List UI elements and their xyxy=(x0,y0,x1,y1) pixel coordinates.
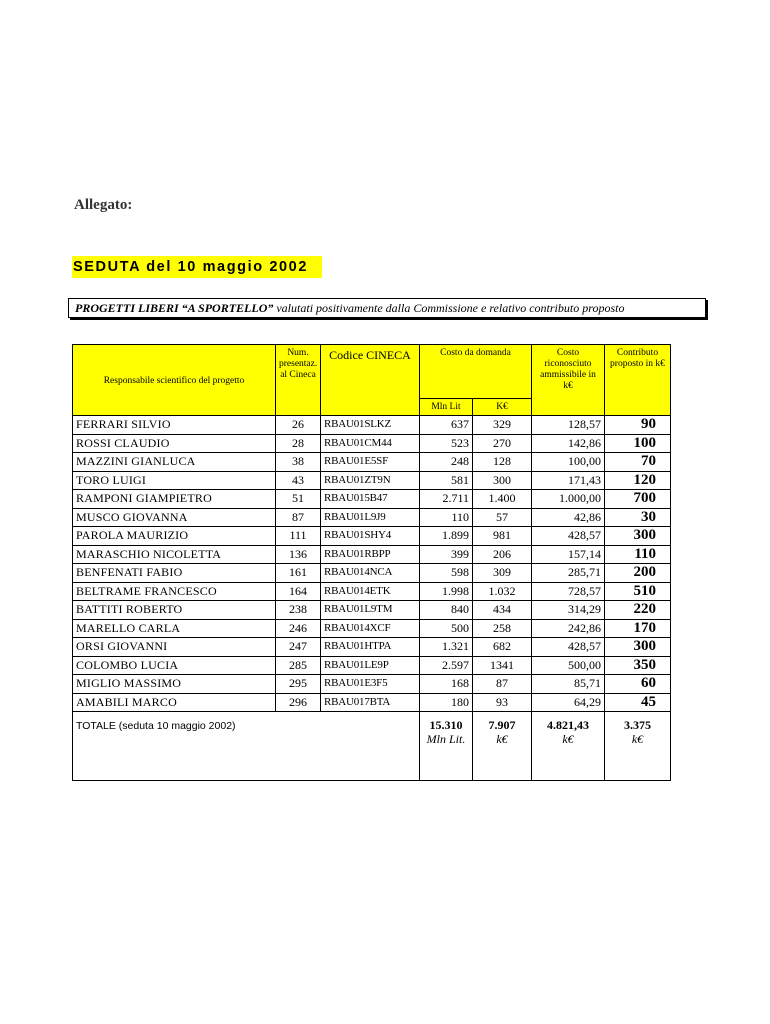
cell-contributo: 170 xyxy=(605,619,671,638)
cell-contributo: 350 xyxy=(605,656,671,675)
cell-code: RBAU01RBPP xyxy=(321,545,420,564)
total-mln-value: 15.310 xyxy=(429,718,463,732)
cell-num: 26 xyxy=(276,416,321,435)
cell-code: RBAU01E5SF xyxy=(321,453,420,472)
total-keuro-value: 7.907 xyxy=(488,718,516,732)
cell-name: BENFENATI FABIO xyxy=(73,564,276,583)
total-contributo xyxy=(605,712,671,781)
table-row xyxy=(73,675,671,694)
total-mln xyxy=(420,712,473,781)
cell-name: BELTRAME FRANCESCO xyxy=(73,582,276,601)
cell-keuro: 682 xyxy=(473,638,532,657)
cell-contributo: 110 xyxy=(605,545,671,564)
cell-name: MARELLO CARLA xyxy=(73,619,276,638)
cell-code: RBAU01HTPA xyxy=(321,638,420,657)
cell-name: ORSI GIOVANNI xyxy=(73,638,276,657)
cell-name: BATTITI ROBERTO xyxy=(73,601,276,620)
table-row xyxy=(73,656,671,675)
cell-name: ROSSI CLAUDIO xyxy=(73,434,276,453)
cell-contributo: 90 xyxy=(605,416,671,435)
total-mln-unit: Mln Lit. xyxy=(426,732,466,746)
cell-keuro: 434 xyxy=(473,601,532,620)
projects-banner xyxy=(68,298,706,318)
cell-riconosciuto: 428,57 xyxy=(532,527,605,546)
cell-num: 136 xyxy=(276,545,321,564)
table-row xyxy=(73,564,671,583)
cell-keuro: 329 xyxy=(473,416,532,435)
cell-num: 164 xyxy=(276,582,321,601)
cell-keuro: 300 xyxy=(473,471,532,490)
total-riconosciuto-unit: k€ xyxy=(562,732,574,746)
cell-mln-lit: 1.998 xyxy=(420,582,473,601)
cell-code: RBAU014XCF xyxy=(321,619,420,638)
cell-num: 296 xyxy=(276,693,321,712)
cell-mln-lit: 523 xyxy=(420,434,473,453)
cell-riconosciuto: 142,86 xyxy=(532,434,605,453)
cell-code: RBAU01L9J9 xyxy=(321,508,420,527)
cell-code: RBAU015B47 xyxy=(321,490,420,509)
cell-name: MIGLIO MASSIMO xyxy=(73,675,276,694)
cell-num: 87 xyxy=(276,508,321,527)
cell-contributo: 120 xyxy=(605,471,671,490)
cell-keuro: 1341 xyxy=(473,656,532,675)
cell-mln-lit: 840 xyxy=(420,601,473,620)
cell-code: RBAU01E3F5 xyxy=(321,675,420,694)
table-row xyxy=(73,693,671,712)
cell-keuro: 309 xyxy=(473,564,532,583)
cell-riconosciuto: 728,57 xyxy=(532,582,605,601)
cell-name: FERRARI SILVIO xyxy=(73,416,276,435)
table-row xyxy=(73,601,671,620)
cell-num: 161 xyxy=(276,564,321,583)
cell-name: RAMPONI GIAMPIETRO xyxy=(73,490,276,509)
banner-text: valutati positivamente dalla Commissione e relativo contributo proposto xyxy=(273,301,625,315)
cell-riconosciuto: 157,14 xyxy=(532,545,605,564)
cell-num: 285 xyxy=(276,656,321,675)
total-riconosciuto xyxy=(532,712,605,781)
cell-code: RBAU01CM44 xyxy=(321,434,420,453)
cell-keuro: 93 xyxy=(473,693,532,712)
cell-num: 295 xyxy=(276,675,321,694)
cell-riconosciuto: 171,43 xyxy=(532,471,605,490)
cell-contributo: 300 xyxy=(605,638,671,657)
cell-code: RBAU017BTA xyxy=(321,693,420,712)
totals-label: TOTALE (seduta 10 maggio 2002) xyxy=(73,712,420,781)
header-responsabile: Responsabile scientifico del progetto xyxy=(73,345,276,416)
header-costo-riconosciuto: Costo riconosciuto ammissibile in k€ xyxy=(532,345,605,416)
total-keuro-unit: k€ xyxy=(496,732,508,746)
header-num: Num. presentaz. al Cineca xyxy=(276,345,321,416)
allegato-label: Allegato: xyxy=(74,197,133,213)
cell-keuro: 57 xyxy=(473,508,532,527)
header-row xyxy=(73,345,671,399)
cell-keuro: 1.032 xyxy=(473,582,532,601)
cell-num: 111 xyxy=(276,527,321,546)
cell-riconosciuto: 314,29 xyxy=(532,601,605,620)
cell-riconosciuto: 128,57 xyxy=(532,416,605,435)
projects-table xyxy=(72,344,671,781)
header-contributo: Contributo proposto in k€ xyxy=(605,345,671,416)
header-costo: Costo da domanda xyxy=(420,345,532,399)
cell-contributo: 70 xyxy=(605,453,671,472)
table-row xyxy=(73,638,671,657)
table-row xyxy=(73,508,671,527)
seduta-title: SEDUTA del 10 maggio 2002 xyxy=(72,256,322,278)
totals-row xyxy=(73,712,671,781)
cell-num: 38 xyxy=(276,453,321,472)
cell-mln-lit: 2.711 xyxy=(420,490,473,509)
cell-contributo: 300 xyxy=(605,527,671,546)
cell-keuro: 981 xyxy=(473,527,532,546)
cell-riconosciuto: 285,71 xyxy=(532,564,605,583)
cell-riconosciuto: 500,00 xyxy=(532,656,605,675)
cell-num: 28 xyxy=(276,434,321,453)
cell-mln-lit: 637 xyxy=(420,416,473,435)
cell-code: RBAU01LE9P xyxy=(321,656,420,675)
cell-mln-lit: 500 xyxy=(420,619,473,638)
banner-bold-text: PROGETTI LIBERI “A SPORTELLO” xyxy=(75,301,274,315)
cell-code: RBAU01L9TM xyxy=(321,601,420,620)
cell-keuro: 1.400 xyxy=(473,490,532,509)
total-keuro xyxy=(473,712,532,781)
table-row xyxy=(73,453,671,472)
cell-contributo: 510 xyxy=(605,582,671,601)
cell-riconosciuto: 1.000,00 xyxy=(532,490,605,509)
cell-code: RBAU01SHY4 xyxy=(321,527,420,546)
cell-riconosciuto: 100,00 xyxy=(532,453,605,472)
cell-name: AMABILI MARCO xyxy=(73,693,276,712)
cell-mln-lit: 180 xyxy=(420,693,473,712)
cell-num: 43 xyxy=(276,471,321,490)
table-row xyxy=(73,582,671,601)
cell-keuro: 206 xyxy=(473,545,532,564)
cell-name: MAZZINI GIANLUCA xyxy=(73,453,276,472)
table-row xyxy=(73,527,671,546)
table-row xyxy=(73,471,671,490)
cell-code: RBAU014ETK xyxy=(321,582,420,601)
cell-name: MUSCO GIOVANNA xyxy=(73,508,276,527)
cell-mln-lit: 2.597 xyxy=(420,656,473,675)
cell-mln-lit: 399 xyxy=(420,545,473,564)
cell-num: 246 xyxy=(276,619,321,638)
table-row xyxy=(73,490,671,509)
cell-mln-lit: 1.899 xyxy=(420,527,473,546)
cell-contributo: 220 xyxy=(605,601,671,620)
cell-mln-lit: 1.321 xyxy=(420,638,473,657)
cell-contributo: 100 xyxy=(605,434,671,453)
table-row xyxy=(73,416,671,435)
cell-code: RBAU01ZT9N xyxy=(321,471,420,490)
cell-riconosciuto: 428,57 xyxy=(532,638,605,657)
cell-keuro: 87 xyxy=(473,675,532,694)
cell-name: MARASCHIO NICOLETTA xyxy=(73,545,276,564)
cell-contributo: 45 xyxy=(605,693,671,712)
cell-num: 238 xyxy=(276,601,321,620)
table-row xyxy=(73,619,671,638)
cell-name: PAROLA MAURIZIO xyxy=(73,527,276,546)
header-codice: Codice CINECA xyxy=(321,345,420,416)
header-mln-lit: Mln Lit xyxy=(420,399,473,416)
cell-mln-lit: 581 xyxy=(420,471,473,490)
cell-mln-lit: 110 xyxy=(420,508,473,527)
cell-mln-lit: 248 xyxy=(420,453,473,472)
cell-riconosciuto: 64,29 xyxy=(532,693,605,712)
cell-riconosciuto: 242,86 xyxy=(532,619,605,638)
cell-name: TORO LUIGI xyxy=(73,471,276,490)
total-contributo-unit: k€ xyxy=(631,732,644,746)
table-row xyxy=(73,434,671,453)
cell-contributo: 700 xyxy=(605,490,671,509)
cell-mln-lit: 598 xyxy=(420,564,473,583)
cell-riconosciuto: 85,71 xyxy=(532,675,605,694)
table-row xyxy=(73,545,671,564)
cell-name: COLOMBO LUCIA xyxy=(73,656,276,675)
cell-contributo: 30 xyxy=(605,508,671,527)
total-riconosciuto-value: 4.821,43 xyxy=(547,718,589,732)
cell-riconosciuto: 42,86 xyxy=(532,508,605,527)
cell-keuro: 128 xyxy=(473,453,532,472)
cell-keuro: 270 xyxy=(473,434,532,453)
cell-contributo: 200 xyxy=(605,564,671,583)
cell-code: RBAU01SLKZ xyxy=(321,416,420,435)
total-contributo-value: 3.375 xyxy=(624,718,651,732)
header-keuro: K€ xyxy=(473,399,532,416)
cell-mln-lit: 168 xyxy=(420,675,473,694)
cell-num: 51 xyxy=(276,490,321,509)
cell-num: 247 xyxy=(276,638,321,657)
cell-code: RBAU014NCA xyxy=(321,564,420,583)
cell-contributo: 60 xyxy=(605,675,671,694)
cell-keuro: 258 xyxy=(473,619,532,638)
